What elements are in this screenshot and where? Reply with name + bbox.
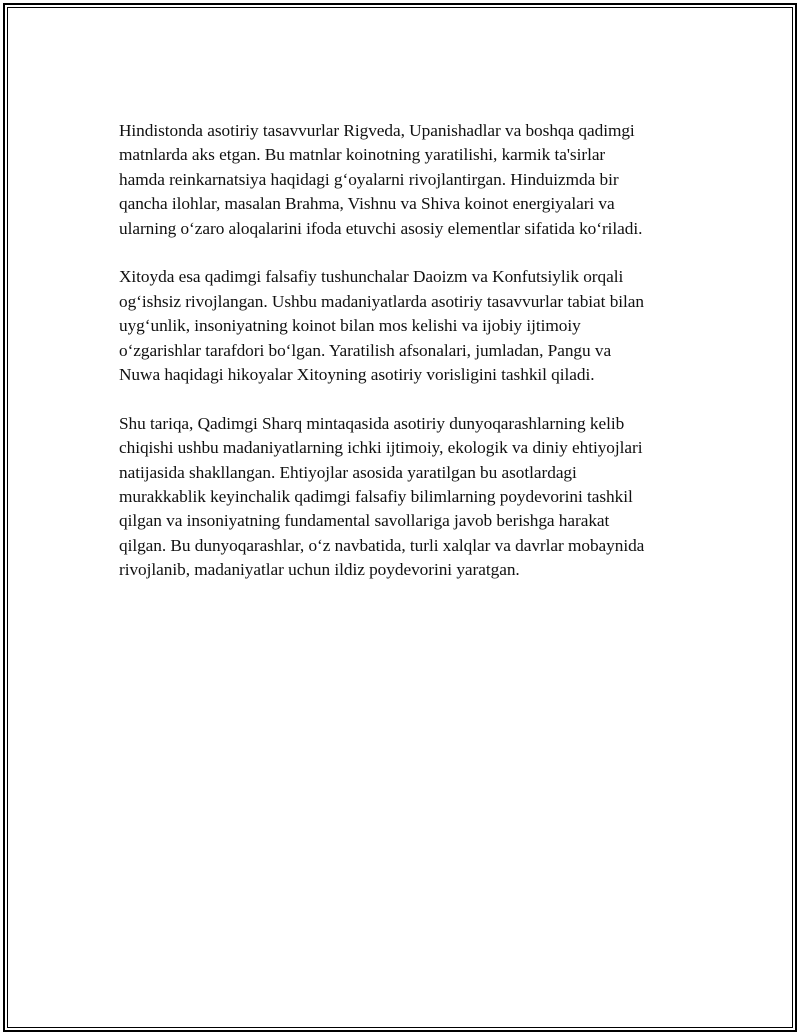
text-line: rivojlanib, madaniyatlar uchun ildiz poydevorini yaratgan. — [119, 560, 520, 580]
paragraph-2 — [119, 265, 699, 387]
text-line: matnlarda aks etgan. Bu matnlar koinotning yaratilishi, karmik ta'sirlar — [119, 145, 606, 165]
document-body — [119, 119, 699, 607]
paragraph-1 — [119, 119, 699, 241]
text-line: ularning o‘zaro aloqalarini ifoda etuvchi asosiy elementlar sifatida ko‘riladi. — [119, 218, 643, 238]
text-line: o‘zgarishlar tarafdori bo‘lgan. Yaratilish afsonalari, jumladan, Pangu va — [119, 340, 612, 360]
text-line: qilgan va insoniyatning fundamental savollariga javob berishga harakat — [119, 511, 610, 531]
text-line: chiqishi ushbu madaniyatlarning ichki ijtimoiy, ekologik va diniy ehtiyojlari — [119, 438, 643, 458]
document-page — [3, 3, 797, 1032]
text-line: uyg‘unlik, insoniyatning koinot bilan mos kelishi va ijobiy ijtimoiy — [119, 316, 581, 336]
text-line: Nuwa haqidagi hikoyalar Xitoyning asotiriy vorisligini tashkil qiladi. — [119, 365, 595, 385]
text-line: og‘ishsiz rivojlangan. Ushbu madaniyatlarda asotiriy tasavvurlar tabiat bilan — [119, 291, 645, 311]
text-line: hamda reinkarnatsiya haqidagi g‘oyalarni rivojlantirgan. Hinduizmda bir — [119, 169, 619, 189]
text-line: qancha ilohlar, masalan Brahma, Vishnu va Shiva koinot energiyalari va — [119, 194, 615, 214]
text-line: natijasida shakllangan. Ehtiyojlar asosida yaratilgan bu asotlardagi — [119, 462, 577, 482]
text-line: qilgan. Bu dunyoqarashlar, o‘z navbatida, turli xalqlar va davrlar mobaynida — [119, 535, 645, 555]
text-line: Shu tariqa, Qadimgi Sharq mintaqasida asotiriy dunyoqarashlarning kelib — [119, 413, 625, 433]
text-line: Xitoyda esa qadimgi falsafiy tushunchalar Daoizm va Konfutsiylik orqali — [119, 267, 624, 287]
text-line: Hindistonda asotiriy tasavvurlar Rigveda, Upanishadlar va boshqa qadimgi — [119, 121, 635, 140]
text-line: murakkablik keyinchalik qadimgi falsafiy bilimlarning poydevorini tashkil — [119, 487, 633, 507]
paragraph-3 — [119, 412, 699, 583]
